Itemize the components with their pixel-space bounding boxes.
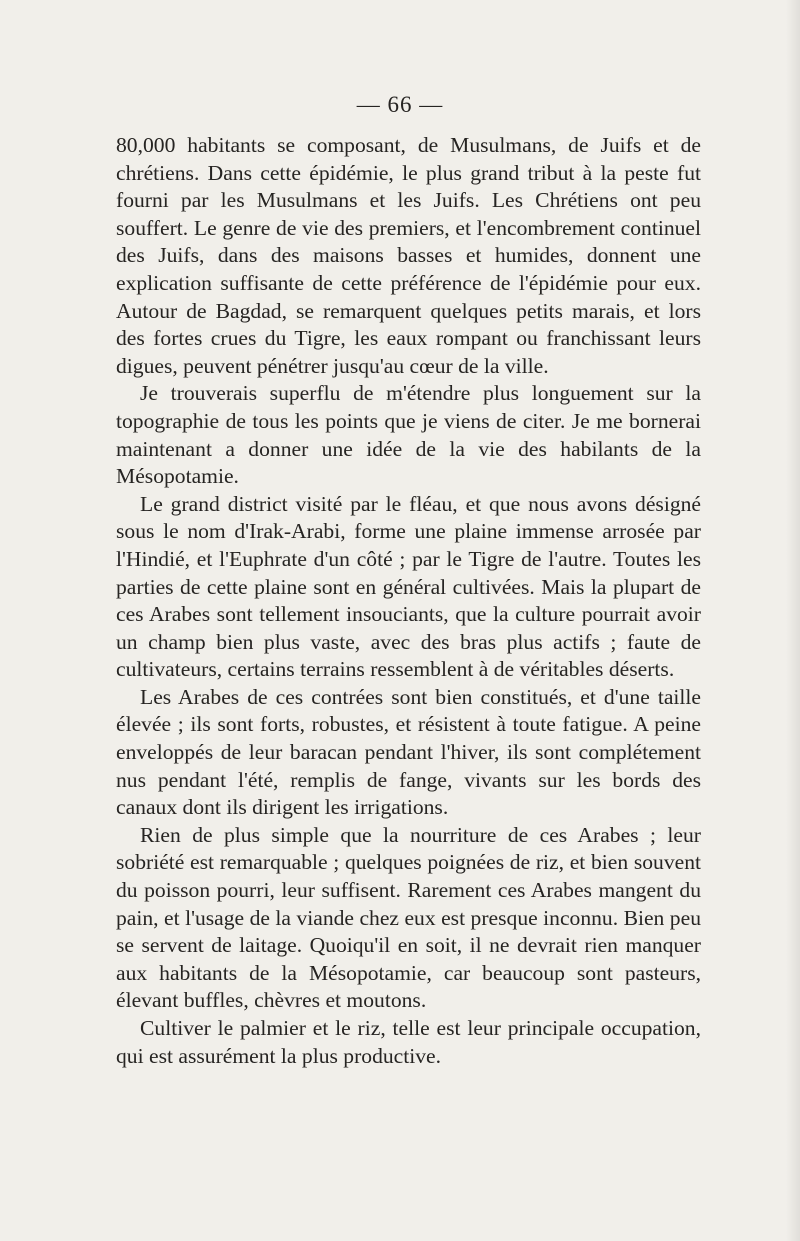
body-text: [116, 132, 701, 1070]
paragraph-food: Rien de plus simple que la nourriture de ces Arabes ; leur sobriété est remarquable ; quelques poignées de riz, et bien souvent du poisson pourri, leur suffisent. Rarement ces Arabes mangent du pain, et l'usage de la viande chez eux est presque inconnu. Bien peu se servent de laitage. Quoiqu'il en soit, il ne devrait rien manquer aux habitants de la Mésopotamie, car beaucoup sont pasteurs, élevant buffles, chèvres et moutons.: [116, 822, 701, 1013]
paragraph-occupation: Cultiver le palmier et le riz, telle est leur principale occupation, qui est assurément la plus productive.: [116, 1016, 701, 1068]
page-edge-shadow: [786, 0, 800, 1241]
paragraph-arab-physique: Les Arabes de ces contrées sont bien constitués, et d'une taille élevée ; ils sont forts, robustes, et résistent à toute fatigue. A peine enveloppés de leur baracan pendant l'hiver, ils sont complétement nus pendant l'été, remplis de fange, vivants sur les bords des canaux dont ils dirigent les irrigations.: [116, 684, 701, 820]
paragraph-topography: Je trouverais superflu de m'étendre plus longuement sur la topographie de tous les points que je viens de citer. Je me bornerai maintenant a donner une idée de la vie des habilants de la Mésopotamie.: [116, 381, 701, 489]
paragraph-district: Le grand district visité par le fléau, et que nous avons désigné sous le nom d'Irak-Arabi, forme une plaine immense arrosée par l'Hindié, et l'Euphrate d'un côté ; par le Tigre de l'autre. Toutes les parties de cette plaine sont en général cultivées. Mais la plupart de ces Arabes sont tellement insouciants, que la culture pourrait avoir un champ bien plus vaste, avec des bras plus actifs ; faute de cultivateurs, certains terrains ressemblent à de véritables déserts.: [116, 491, 701, 682]
page-number: — 66 —: [356, 92, 444, 117]
paragraph-continued: 80,000 habitants se composant, de Musulmans, de Juifs et de chrétiens. Dans cette épidémie, le plus grand tribut à la peste fut fourni par les Musulmans et les Juifs. Les Chrétiens ont peu souffert. Le genre de vie des premiers, et l'encombrement continuel des Juifs, dans des maisons basses et humides, donnent une explication suffisante de cette préférence de l'épidémie pour eux. Autour de Bagdad, se remarquent quelques petits marais, et lors des fortes crues du Tigre, les eaux rompant ou franchissant leurs digues, peuvent pénétrer jusqu'au cœur de la ville.: [116, 133, 701, 378]
